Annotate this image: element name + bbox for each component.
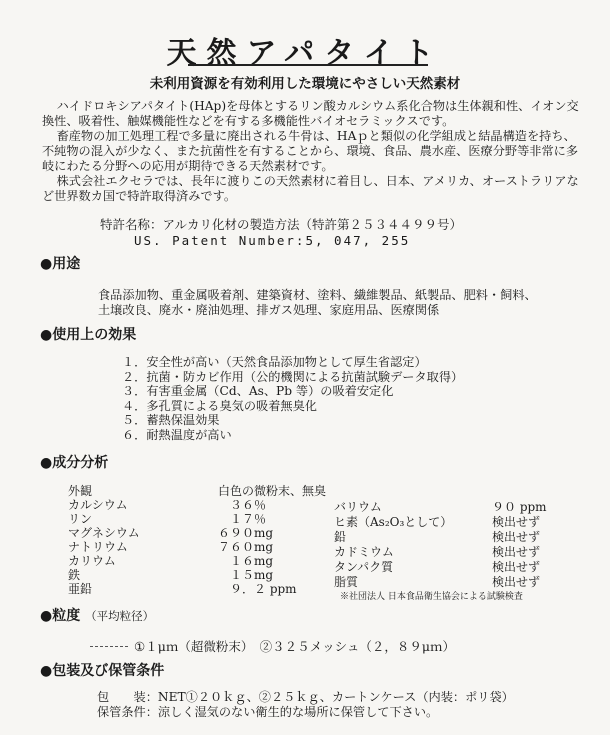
- packaging-line: 包 装：NET①２０ｋｇ、②２５ｋｇ、カートンケース（内装：ポリ袋）: [97, 690, 514, 704]
- composition-item-name: タンパク質: [334, 560, 394, 574]
- packaging-heading: ●包装及び保管条件: [40, 663, 165, 679]
- composition-item-name: ナトリウム: [68, 540, 128, 554]
- particle-sizes: [90, 637, 455, 655]
- composition-item-value: 白色の微粉末、無臭: [218, 484, 327, 498]
- us-patent-number: US. Patent Number:5, 047, 255: [134, 233, 411, 248]
- intro-paragraph: 畜産物の加工処理工程で多量に廃出される牛骨は、HAｐと類似の化学組成と結晶構造を持ち、不純物の混入が少なく、また抗菌性を有することから、環境、食品、農水産、医療分野等非常に多岐にわたる分野への応用が期待できる天然素材です。: [42, 129, 579, 173]
- effect-item: ３．有害重金属（Cd、As、Pb 等）の吸着安定化: [122, 384, 394, 398]
- composition-item-value: ９０ ppm: [492, 500, 547, 514]
- effect-item: ４．多孔質による臭気の吸着無臭化: [122, 398, 317, 413]
- composition-item-value: ７６０mg: [218, 540, 274, 554]
- effects-list: [122, 355, 463, 442]
- composition-item-name: 亜鉛: [68, 582, 93, 596]
- uses-list: [98, 288, 578, 318]
- page-subtitle: 未利用資源を有効利用した環境にやさしい天然素材: [149, 76, 461, 92]
- composition-item-name: バリウム: [334, 500, 382, 514]
- composition-item-name: 脂質: [334, 575, 359, 589]
- storage-line: 保管条件：涼しく湿気のない衛生的な場所に保管して下さい。: [97, 705, 439, 719]
- particle-heading-label: ●粒度: [40, 608, 81, 624]
- uses-line: 食品添加物、重金属吸着剤、建築資材、塗料、繊維製品、紙製品、肥料・飼料、: [98, 288, 537, 302]
- composition-item-name: 鉄: [68, 568, 81, 582]
- composition-item-name: カドミウム: [334, 545, 394, 559]
- composition-item-value: １５mg: [230, 568, 274, 582]
- uses-heading: ●用途: [40, 256, 81, 272]
- composition-item-value: 検出せず: [492, 515, 541, 529]
- patent-info: [100, 217, 462, 249]
- composition-item-name: カルシウム: [68, 498, 128, 512]
- composition-item-value: ３６％: [230, 498, 267, 512]
- particle-heading: [40, 605, 154, 625]
- title-underline: [188, 64, 428, 66]
- page-title: 天然アパタイト: [166, 36, 444, 71]
- composition-item-value: ９．２ ppm: [230, 582, 297, 596]
- composition-item-name: カリウム: [68, 554, 116, 568]
- effects-heading: ●使用上の効果: [40, 327, 137, 343]
- composition-item-value: 検出せず: [492, 545, 541, 559]
- particle-heading-note: （平均粒径）: [85, 609, 155, 623]
- composition-item-value: １７％: [230, 512, 267, 526]
- intro-paragraph: 株式会社エクセラでは、長年に渡りこの天然素材に着目し、日本、アメリカ、オーストラリアなど世界数カ国で特許取得済みです。: [42, 174, 579, 203]
- composition-heading: ●成分分析: [40, 455, 109, 471]
- packaging-info: [97, 690, 514, 720]
- particle-values: ①１μｍ（超微粉末） ②３２５メッシュ（２，８９μｍ）: [134, 639, 455, 654]
- effect-item: ５．蓄熱保温効果: [122, 413, 220, 427]
- effect-item: ６．耐熱温度が高い: [122, 427, 232, 442]
- effect-item: ２．抗菌・防カビ作用（公的機関による抗菌試験データ取得）: [122, 369, 464, 384]
- patent-title: 特許名称：アルカリ化材の製造方法（特許第２５３４４９９号）: [100, 217, 463, 232]
- composition-item-name: ヒ素（As₂O₃として）: [334, 515, 453, 529]
- intro-paragraph: ハイドロキシアパタイト(HAp)を母体とするリン酸カルシウム系化合物は生体親和性、イオン交換性、吸着性、触媒機能性などを有する多機能性バイオセラミックスです。: [42, 99, 579, 128]
- composition-item-value: 検出せず: [492, 560, 541, 574]
- leader-line: [90, 646, 128, 647]
- effect-item: １．安全性が高い（天然食品添加物として厚生省認定）: [122, 355, 427, 369]
- composition-note: ※社団法人 日本食品衛生協会による試験検査: [340, 592, 523, 602]
- composition-item-name: リン: [68, 512, 93, 526]
- composition-item-value: ６９０mg: [218, 526, 274, 540]
- composition-item-name: 外観: [68, 484, 93, 498]
- uses-line: 土壌改良、廃水・廃油処理、排ガス処理、家庭用品、医療関係: [98, 303, 440, 317]
- composition-item-value: 検出せず: [492, 530, 541, 544]
- intro-text: [42, 99, 582, 204]
- composition-item-value: 検出せず: [492, 575, 541, 589]
- composition-item-name: 鉛: [334, 530, 347, 544]
- composition-item-name: マグネシウム: [68, 526, 140, 540]
- composition-item-value: １６mg: [230, 554, 274, 568]
